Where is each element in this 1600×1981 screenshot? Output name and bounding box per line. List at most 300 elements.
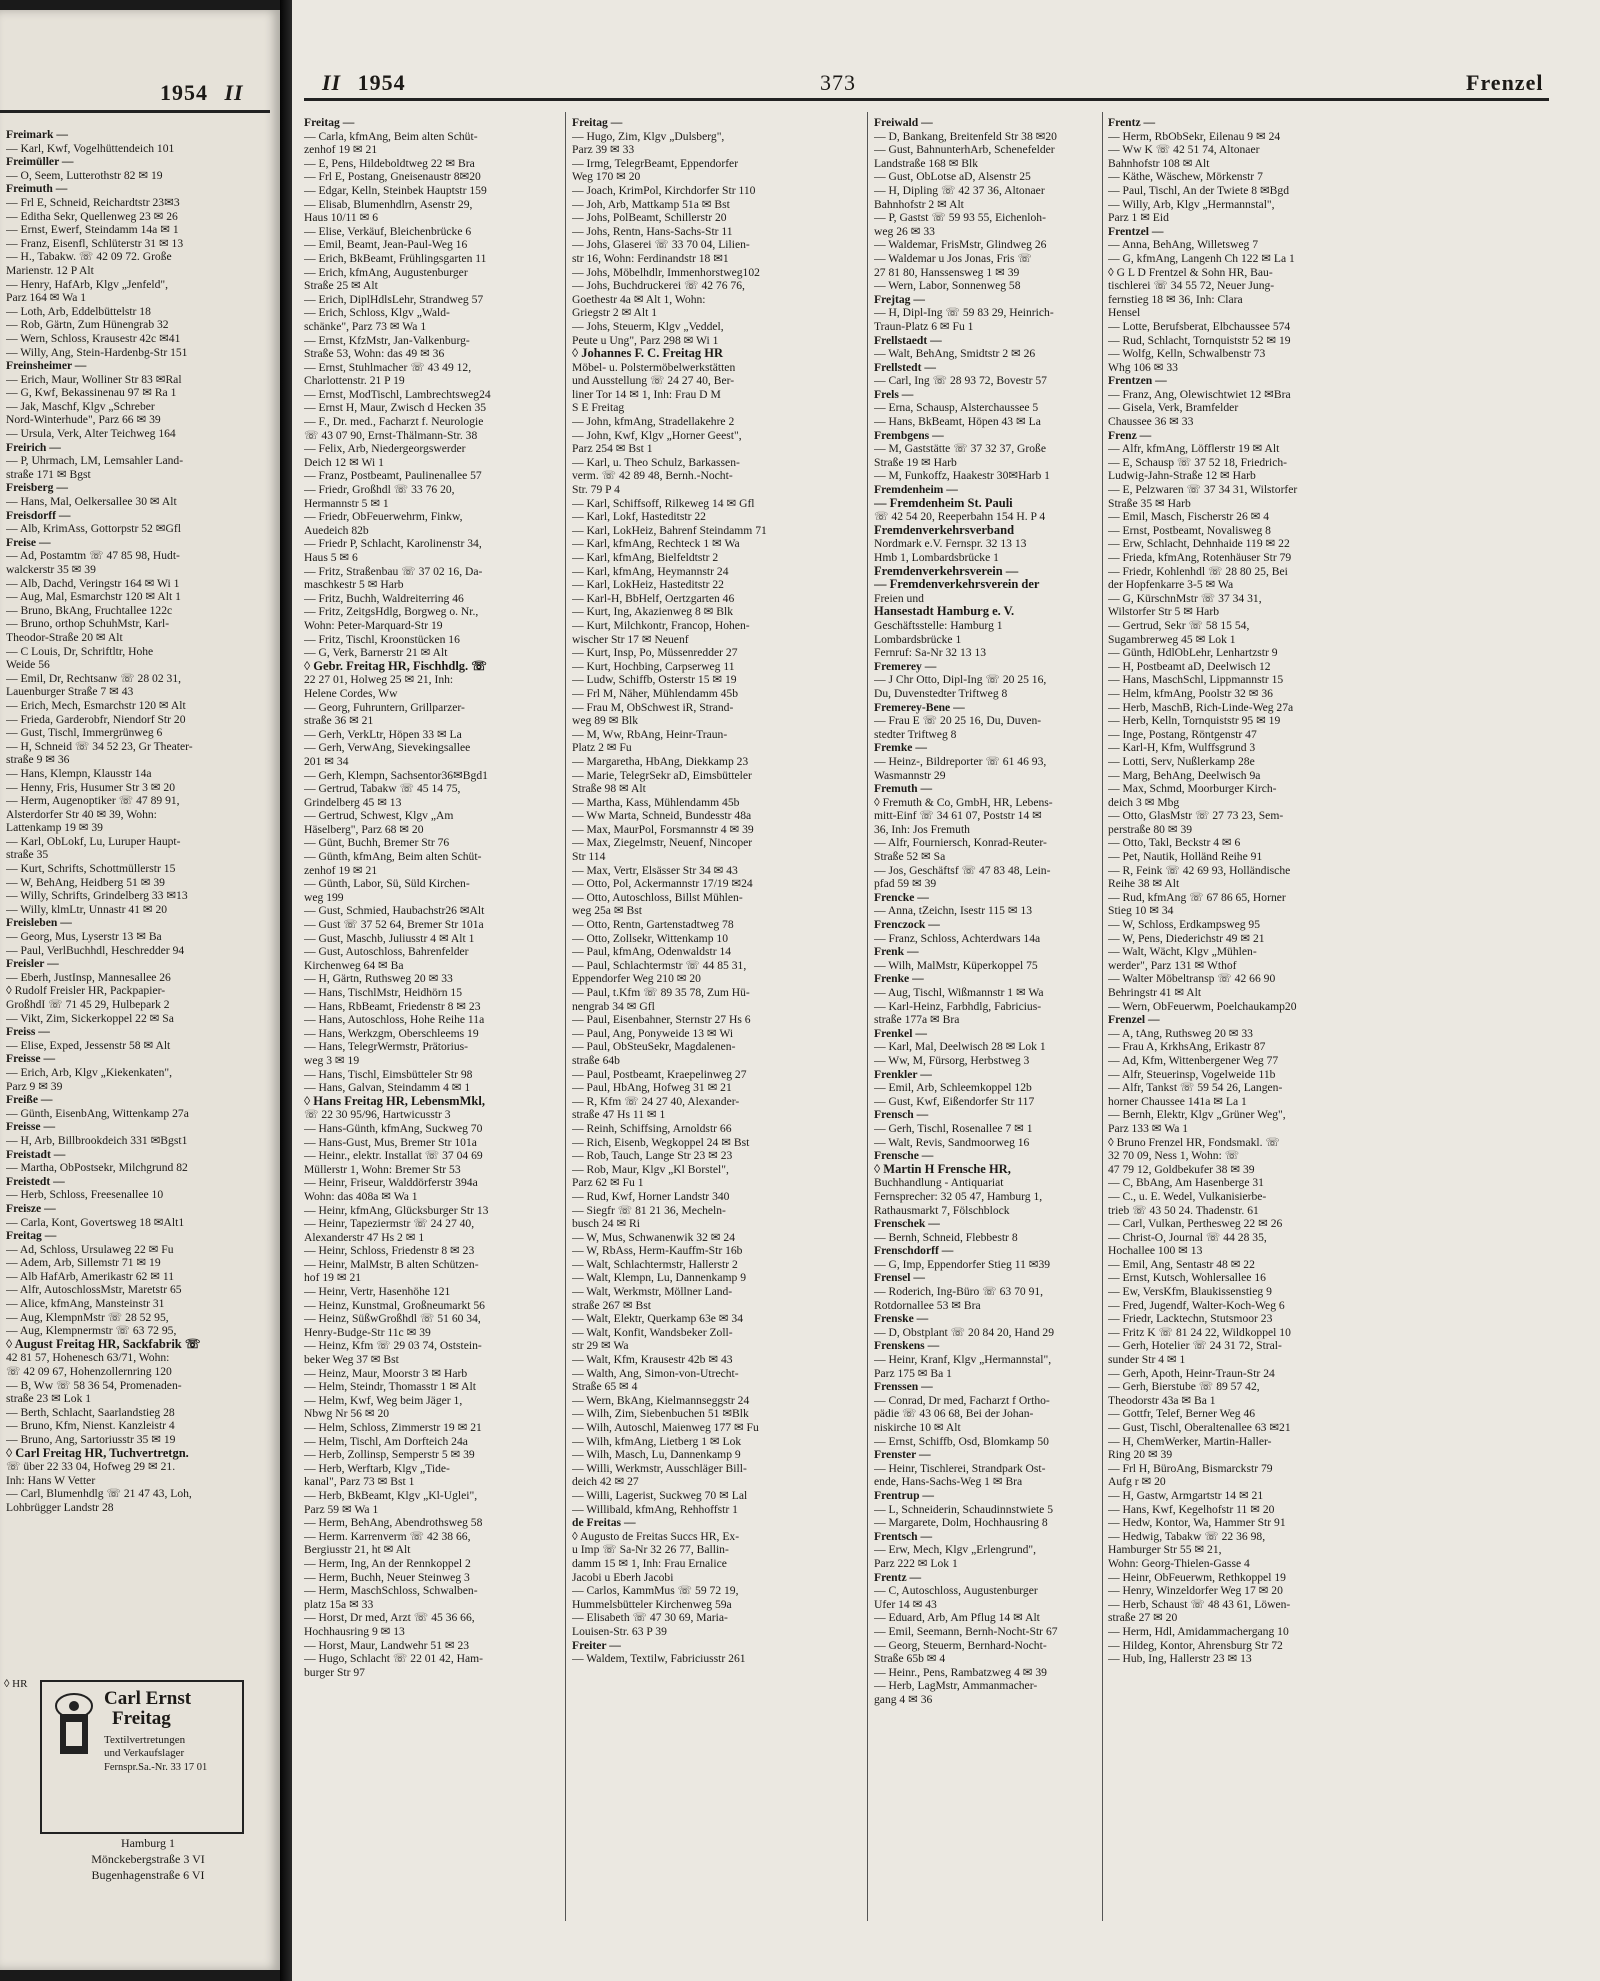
directory-entry: — Hans, Werkzgm, Oberschleems 19: [304, 1026, 479, 1040]
directory-entry: — R, Kfm ☏ 24 27 40, Alexander-: [572, 1094, 740, 1108]
directory-entry: Parz 164 ✉ Wa 1: [6, 291, 87, 305]
directory-entry: — W, Schloss, Erdkampsweg 95: [1108, 918, 1261, 932]
directory-entry: mitt-Einf ☏ 34 61 07, Poststr 14 ✉: [874, 809, 1042, 823]
directory-entry: — Henny, Fris, Husumer Str 3 ✉ 20: [6, 780, 176, 794]
directory-heading: Frentrup —: [874, 1488, 935, 1502]
directory-entry: — Gerh, Bierstube ☏ 89 57 42,: [1108, 1380, 1260, 1394]
directory-entry: — Paul, HbAng, Hofweg 31 ✉ 21: [572, 1081, 732, 1095]
directory-entry: Hmb 1, Lombardsbrücke 1: [874, 551, 999, 564]
directory-entry: — L, Schneiderin, Schaudinnstwiete 5: [874, 1502, 1054, 1516]
directory-heading: Frenssen —: [874, 1380, 933, 1394]
directory-entry: — Erich, DiplHdlsLehr, Strandweg 57: [304, 292, 484, 306]
directory-entry: — Alb, Dachd, Veringstr 164 ✉ Wi 1: [6, 576, 180, 590]
directory-entry: — Waldemar, FrisMstr, Glindweg 26: [874, 238, 1047, 252]
directory-entry: — Willy, Arb, Klgv „Hermannstal",: [1108, 197, 1275, 211]
directory-entry: Str. 79 P 4: [572, 483, 620, 497]
directory-entry: — Fred, Jugendf, Walter-Koch-Weg 6: [1108, 1298, 1285, 1312]
directory-entry: Geschäftsstelle: Hamburg 1: [874, 618, 1003, 632]
directory-entry: — Ww, M, Fürsorg, Herbstweg 3: [874, 1053, 1030, 1067]
directory-entry: — H, Gastw, Armgartstr 14 ✉ 21: [1108, 1488, 1264, 1502]
directory-entry: — Johs, Rentn, Hans-Sachs-Str 11: [572, 224, 733, 238]
directory-entry: — Walt, Werkmstr, Möllner Land-: [572, 1285, 733, 1299]
directory-entry: — Franz, Postbeamt, Paulinenallee 57: [304, 469, 482, 483]
directory-entry: — Kurt, Schrifts, Schottmüllerstr 15: [6, 862, 176, 876]
directory-heading: Frellstaedt —: [874, 333, 942, 347]
directory-entry: Rathausmarkt 7, Fölschblock: [874, 1203, 1010, 1217]
directory-entry: — Gust, Maschb, Juliusstr 4 ✉ Alt 1: [304, 931, 475, 945]
directory-entry: — G, KürschnMstr ☏ 37 34 31,: [1108, 591, 1262, 605]
directory-entry: — Heinr, ObFeuerwm, Rethkoppel 19: [1108, 1570, 1286, 1584]
directory-entry: nengrab 34 ✉ Gfl: [572, 999, 655, 1013]
directory-entry: — Heinr, Vertr, Hasenhöhe 121: [304, 1285, 451, 1299]
directory-entry: — Adem, Arb, Sillemstr 71 ✉ 19: [6, 1256, 161, 1270]
directory-entry: — Gust, Tischl, Immergrünweg 6: [6, 726, 163, 740]
directory-heading: Freirich —: [6, 440, 61, 454]
directory-entry: Theodorstr 43a ✉ Ba 1: [1108, 1393, 1216, 1407]
directory-entry: — Herb, Kelln, Tornquiststr 95 ✉ 19: [1108, 714, 1281, 728]
directory-entry: — Walt, Klempn, Lu, Dannenkamp 9: [572, 1271, 747, 1285]
directory-entry: — Inge, Postang, Röntgenstr 47: [1108, 727, 1257, 741]
directory-heading: Freitag —: [6, 1229, 57, 1243]
directory-entry: niskirche 10 ✉ Alt: [874, 1421, 961, 1434]
directory-entry: ◊ Gebr. Freitag HR, Fischhdlg. ☏: [304, 658, 487, 673]
directory-entry: ☏ 43 07 90, Ernst-Thälmann-Str. 38: [304, 428, 478, 442]
directory-entry: — Felix, Arb, Niedergeorgswerder: [304, 442, 466, 456]
directory-entry: damm 15 ✉ 1, Inh: Frau Ernalice: [572, 1556, 727, 1570]
directory-entry: 27 81 80, Hanssensweg 1 ✉ 39: [874, 265, 1020, 279]
directory-entry: — Gerh, VerwAng, Sievekingsallee: [304, 741, 471, 755]
directory-entry: und Ausstellung ☏ 24 27 40, Ber-: [572, 374, 735, 388]
directory-entry: — Alb HafArb, Amerikastr 62 ✉ 11: [6, 1269, 175, 1283]
directory-entry: — Erich, Mech, Esmarchstr 120 ✉ Alt: [6, 698, 186, 712]
directory-heading: Frenkler —: [874, 1067, 932, 1081]
directory-entry: Parz 222 ✉ Lok 1: [874, 1556, 958, 1570]
directory-entry: Stieg 10 ✉ 34: [1108, 904, 1174, 918]
right-column-4: [1108, 116, 1308, 1666]
directory-entry: — M, Funkoffz, Haakestr 30✉Harb 1: [874, 469, 1050, 483]
directory-entry: — C., u. E. Wedel, Vulkanisierbe-: [1108, 1189, 1267, 1203]
directory-entry: Nord-Winterhude", Parz 66 ✉ 39: [6, 413, 161, 427]
directory-entry: — Karl, Lokf, Hasteditstr 22: [572, 510, 706, 524]
directory-heading: Frembgens —: [874, 428, 944, 442]
directory-entry: — Carl, Blumenhdlg ☏ 21 47 43, Loh,: [6, 1487, 192, 1501]
directory-entry: — Frl E, Schneid, Reichardtstr 23✉3: [6, 195, 180, 209]
directory-entry: — Jos, Geschäftsf ☏ 47 83 48, Lein-: [874, 863, 1051, 877]
directory-entry: — Hugo, Schlacht ☏ 22 01 42, Ham-: [304, 1652, 484, 1666]
directory-heading: Frenkel —: [874, 1026, 927, 1040]
directory-entry: — Ernst, Kutsch, Wohlersallee 16: [1108, 1271, 1266, 1285]
directory-entry: Parz 133 ✉ Wa 1: [1108, 1121, 1189, 1135]
directory-entry: — Karl, LokHeiz, Bahrenf Steindamm 71: [572, 523, 767, 537]
left-header-rule: [0, 110, 270, 113]
directory-entry: — H, Gärtn, Ruthsweg 20 ✉ 33: [304, 972, 453, 986]
directory-entry: — Irmg, TelegrBeamt, Eppendorfer: [572, 156, 739, 170]
directory-entry: Hummelsbütteler Kirchenweg 59a: [572, 1597, 732, 1611]
directory-entry: Aufg r ✉ 20: [1108, 1475, 1166, 1489]
directory-entry: — Walt, Schlachtermstr, Hallerstr 2: [572, 1257, 738, 1271]
directory-entry: — Rob, Maur, Klgv „Kl Borstel",: [572, 1162, 729, 1176]
directory-entry: — Walt, Konfit, Wandsbeker Zoll-: [572, 1325, 733, 1339]
directory-entry: — Rud, kfmAng ☏ 67 86 65, Horner: [1108, 890, 1286, 904]
directory-entry: Behringstr 41 ✉ Alt: [1108, 986, 1202, 999]
directory-entry: — Fritz, Buchh, Waldreiterring 46: [304, 591, 464, 605]
directory-entry: — Herb, Schaust ☏ 48 43 61, Löwen-: [1108, 1597, 1291, 1611]
directory-entry: Weg 170 ✉ 20: [572, 170, 641, 184]
directory-entry: ☏ über 22 33 04, Hofweg 29 ✉ 21.: [6, 1460, 176, 1474]
ad-city: Hamburg 1: [120, 1836, 176, 1850]
directory-entry: — Heinr, Friseur, Walddörferstr 394a: [304, 1176, 478, 1190]
directory-entry: — Heinr, kfmAng, Glücksburger Str 13: [304, 1203, 489, 1217]
column-divider-1: [565, 112, 566, 1921]
directory-entry: Ludwig-Jahn-Straße 12 ✉ Harb: [1108, 469, 1256, 483]
directory-entry: — Vikt, Zim, Sickerkoppel 22 ✉ Sa: [6, 1011, 174, 1025]
directory-entry: trieb ☏ 43 50 24. Thadenstr. 61: [1108, 1203, 1259, 1217]
directory-entry: ◊ Carl Freitag HR, Tuchvertretgn.: [6, 1445, 189, 1460]
directory-entry: — Loth, Arb, Eddelbüttelstr 18: [6, 304, 151, 318]
directory-entry: — Herb, Zollinsp, Semperstr 5 ✉ 39: [304, 1448, 475, 1462]
directory-entry: Haus 5 ✉ 6: [304, 551, 358, 564]
directory-entry: — Paul, Ang, Ponyweide 13 ✉ Wi: [572, 1026, 734, 1040]
directory-heading: Freinsheimer —: [6, 359, 87, 373]
directory-entry: — Paul, VerlBuchhdl, Heschredder 94: [6, 943, 185, 957]
directory-heading: Frentzel —: [1108, 224, 1164, 238]
directory-entry: — Herb, MaschB, Rich-Linde-Weg 27a: [1108, 700, 1294, 714]
directory-entry: — Heinr, Tischlerei, Strandpark Ost-: [874, 1461, 1046, 1475]
directory-entry: — Hedwig, Tabakw ☏ 22 36 98,: [1108, 1529, 1266, 1543]
directory-heading: Frejtag —: [874, 292, 925, 306]
directory-entry: straße 171 ✉ Bgst: [6, 467, 91, 481]
directory-entry: 22 27 01, Holweg 25 ✉ 21, Inh:: [304, 673, 454, 687]
directory-entry: Goethestr 4a ✉ Alt 1, Wohn:: [572, 292, 706, 306]
page-number: 373: [820, 70, 856, 95]
directory-entry: — Paul, Postbeamt, Kraepelinweg 27: [572, 1067, 747, 1081]
directory-entry: Alsterdorfer Str 40 ✉ 39, Wohn:: [6, 807, 157, 821]
directory-entry: ◊ Rudolf Freisler HR, Packpapier-: [6, 984, 166, 998]
directory-entry: — Wilh, Masch, Lu, Dannenkamp 9: [572, 1448, 741, 1462]
directory-entry: — Ww Marta, Schneid, Bundesstr 48a: [572, 809, 752, 823]
directory-entry: Parz 62 ✉ Fu 1: [572, 1176, 644, 1190]
directory-entry: — Willi, Werkmstr, Ausschläger Bill-: [572, 1461, 747, 1475]
directory-heading: Freitag —: [572, 116, 623, 129]
directory-entry: — Erw, Mech, Klgv „Erlengrund",: [874, 1543, 1037, 1557]
directory-entry: — Karl, kfmAng, Heymannstr 24: [572, 564, 729, 578]
directory-entry: — Günt, Buchh, Bremer Str 76: [304, 836, 450, 850]
column-divider-3: [1102, 112, 1103, 1921]
directory-entry: — Friedr P, Schlacht, Karolinenstr 34,: [304, 537, 482, 551]
directory-entry: — H., Tabakw. ☏ 42 09 72. Große: [6, 250, 172, 264]
directory-entry: — Gerh, Apoth, Heinr-Traun-Str 24: [1108, 1366, 1275, 1380]
directory-entry: — Günth, EisenbAng, Wittenkamp 27a: [6, 1106, 189, 1120]
directory-heading: Freisleben —: [6, 916, 72, 930]
directory-heading: Freimark —: [6, 128, 68, 141]
directory-entry: — Frl E, Postang, Gneisenaustr 8✉20: [304, 170, 481, 184]
directory-entry: — Carlos, KammMus ☏ 59 72 19,: [572, 1584, 739, 1598]
directory-entry: Wilstorfer Str 5 ✉ Harb: [1108, 605, 1219, 619]
directory-entry: — Erich, BkBeamt, Frühlingsgarten 11: [304, 251, 487, 265]
directory-entry: — Paul, kfmAng, Odenwaldstr 14: [572, 945, 732, 959]
directory-entry: — Emil, Arb, Schleemkoppel 12b: [874, 1081, 1032, 1095]
directory-entry: — Rich, Eisenb, Wegkoppel 24 ✉ Bst: [572, 1135, 750, 1149]
directory-entry: — G, Verk, Barnerstr 21 ✉ Alt: [304, 646, 448, 660]
directory-entry: Nbwg Nr 56 ✉ 20: [304, 1407, 390, 1421]
directory-entry: ◊ Hans Freitag HR, LebensmMkl,: [304, 1093, 485, 1108]
directory-entry: — Anna, tZeichn, Isestr 115 ✉ 13: [874, 904, 1033, 918]
directory-entry: — E, Pelzwaren ☏ 37 34 31, Wilstorfer: [1108, 483, 1298, 497]
directory-entry: — Hans, TelegrWermstr, Prätorius-: [304, 1040, 469, 1054]
directory-heading: Freistedt —: [6, 1174, 65, 1188]
directory-entry: — Carl, Vulkan, Perthesweg 22 ✉ 26: [1108, 1217, 1283, 1231]
directory-entry: — Aug, Mal, Esmarchstr 120 ✉ Alt 1: [6, 590, 181, 604]
directory-entry: Marienstr. 12 P Alt: [6, 263, 94, 277]
directory-entry: Straße 65b ✉ 4: [874, 1652, 946, 1666]
directory-entry: — Editha Sekr, Quellenweg 23 ✉ 26: [6, 209, 178, 223]
directory-entry: — E, Schausp ☏ 37 52 18, Friedrich-: [1108, 455, 1288, 469]
directory-entry: — Gust, Kwf, Eißendorfer Str 117: [874, 1094, 1035, 1108]
directory-entry: — Lotti, Serv, Nußlerkamp 28e: [1108, 754, 1255, 768]
ad-desc-line1: Textilvertretungen: [104, 1734, 186, 1746]
directory-entry: — Herm, Ing, An der Rennkoppel 2: [304, 1556, 471, 1570]
textile-logo-icon: [50, 1692, 98, 1760]
directory-entry: Griegstr 2 ✉ Alt 1: [572, 306, 658, 320]
directory-entry: — M, Gaststätte ☏ 37 32 37, Große: [874, 442, 1046, 456]
directory-entry: — Hans, Klempn, Klausstr 14a: [6, 766, 152, 780]
directory-heading: Frenk —: [874, 945, 919, 959]
directory-entry: — Gerh, Tischl, Rosenallee 7 ✉ 1: [874, 1121, 1033, 1135]
directory-entry: Ufer 14 ✉ 43: [874, 1597, 937, 1611]
directory-entry: straße 47 Hs 11 ✉ 1: [572, 1108, 666, 1122]
directory-heading: Fremerey-Bene —: [874, 700, 965, 714]
directory-entry: straße 23 ✉ Lok 1: [6, 1392, 92, 1406]
directory-entry: — Aug, KlempnMstr ☏ 28 52 95,: [6, 1310, 169, 1324]
directory-entry: — G, kfmAng, Langenh Ch 122 ✉ La 1: [1108, 251, 1295, 265]
directory-entry: — Walter Möbeltransp ☏ 42 66 90: [1108, 972, 1276, 986]
directory-entry: — Martha, ObPostsekr, Milchgrund 82: [6, 1161, 188, 1175]
directory-entry: 42 81 57, Hohenesch 63/71, Wohn:: [6, 1351, 170, 1365]
directory-entry: — Kurt, Hochbing, Carpserweg 11: [572, 659, 735, 673]
directory-entry: ☏ 22 30 95/96, Hartwicusstr 3: [304, 1108, 451, 1122]
directory-entry: — Henry, HafArb, Klgv „Jenfeld",: [6, 277, 169, 291]
left-header-part: II: [224, 80, 244, 105]
directory-entry: — Alfr, Fourniersch, Konrad-Reuter-: [874, 836, 1047, 850]
directory-entry: Peute u Ung", Parz 298 ✉ Wi 1: [572, 333, 719, 347]
directory-entry: walckerstr 35 ✉ 39: [6, 563, 96, 576]
directory-entry: ◊ Martin H Frensche HR,: [874, 1161, 1011, 1176]
directory-entry: Fremdenverkehrsverband: [874, 522, 1015, 537]
directory-entry: — Ww K ☏ 42 51 74, Altonaer: [1108, 143, 1260, 157]
directory-entry: — Ad, Schloss, Ursulaweg 22 ✉ Fu: [6, 1242, 174, 1256]
directory-entry: Jacobi u Eberh Jacobi: [572, 1570, 674, 1584]
directory-entry: — Herb, Schloss, Freesenallee 10: [6, 1188, 164, 1202]
directory-entry: zenhof 19 ✉ 21: [304, 863, 378, 877]
directory-entry: straße 27 ✉ 20: [1108, 1611, 1178, 1625]
directory-entry: — Friedr, Großhdl ☏ 33 76 20,: [304, 483, 455, 497]
directory-entry: — Georg, Steuerm, Bernhard-Nocht-: [874, 1638, 1047, 1652]
directory-entry: gang 4 ✉ 36: [874, 1692, 933, 1706]
directory-entry: Parz 59 ✉ Wa 1: [304, 1502, 379, 1516]
directory-entry: Nordmark e.V. Fernspr. 32 13 13: [874, 537, 1027, 551]
directory-heading: Freisler —: [6, 957, 59, 971]
directory-entry: — Emil, Seemann, Bernh-Nocht-Str 67: [874, 1624, 1058, 1638]
directory-entry: — Elisabeth ☏ 47 30 69, Maria-: [572, 1611, 728, 1625]
directory-entry: — Gertrud, Schwest, Klgv „Am: [304, 809, 454, 823]
directory-entry: Lattenkamp 19 ✉ 39: [6, 821, 103, 835]
directory-entry: — Alfr, kfmAng, Löfflerstr 19 ✉ Alt: [1108, 442, 1280, 456]
directory-entry: — Bruno, Ang, Sartoriusstr 35 ✉ 19: [6, 1433, 176, 1446]
carl-ernst-freitag-advertisement: [40, 1680, 244, 1834]
directory-entry: S E Freitag: [572, 401, 625, 415]
directory-entry: — Margarete, Dolm, Hochhausring 8: [874, 1516, 1048, 1530]
directory-entry: Bergiusstr 21, ht ✉ Alt: [304, 1543, 411, 1557]
directory-entry: — Frl M, Näher, Mühlendamm 45b: [572, 686, 739, 700]
directory-entry: — R, Feink ☏ 42 69 93, Holländische: [1108, 863, 1291, 877]
directory-entry: — Georg, Fuhruntern, Grillparzer-: [304, 700, 465, 714]
directory-entry: — Frau A, KrkhsAng, Erikastr 87: [1108, 1040, 1266, 1054]
directory-entry: ende, Hans-Sachs-Weg 1 ✉ Bra: [874, 1475, 1023, 1489]
ad-name-line1: Carl Ernst: [104, 1688, 192, 1709]
directory-heading: Frensel —: [874, 1271, 925, 1285]
directory-entry: — Helm, Tischl, Am Dorfteich 24a: [304, 1434, 468, 1448]
directory-entry: — Günth, Labor, Sü, Süld Kirchen-: [304, 877, 470, 891]
directory-entry: — Karl, LokHeiz, Hasteditstr 22: [572, 578, 724, 592]
directory-entry: — Christ-O, Journal ☏ 44 28 35,: [1108, 1230, 1267, 1244]
directory-entry: — Carla, Kont, Govertsweg 18 ✉Alt1: [6, 1215, 185, 1229]
directory-entry: — Heinz-, Bildreporter ☏ 61 46 93,: [874, 754, 1047, 768]
directory-entry: — Helm, Steindr, Thomasstr 1 ✉ Alt: [304, 1380, 476, 1394]
directory-entry: — Wern, Labor, Sonnenweg 58: [874, 279, 1021, 293]
directory-entry: ◊ Johannes F. C. Freitag HR: [572, 346, 723, 361]
ad-name-line2: Freitag: [112, 1708, 171, 1729]
directory-entry: Du, Duvenstedter Triftweg 8: [874, 686, 1008, 700]
directory-entry: busch 24 ✉ Ri: [572, 1217, 641, 1231]
directory-entry: Haus 10/11 ✉ 6: [304, 211, 379, 225]
running-head: Frenzel: [1466, 70, 1544, 95]
directory-entry: Wohn: Georg-Thielen-Gasse 4: [1108, 1556, 1250, 1570]
directory-entry: — P, Gastst ☏ 59 93 55, Eichenloh-: [874, 211, 1046, 225]
directory-entry: Wohn: das 408a ✉ Wa 1: [304, 1189, 418, 1203]
directory-entry: — Karl, Schiffsoff, Rilkeweg 14 ✉ Gfl: [572, 496, 755, 510]
directory-entry: — Heinr., elektr. Installat ☏ 37 04 69: [304, 1149, 483, 1163]
directory-entry: — Friedr, ObFeuerwehrm, Finkw,: [304, 510, 463, 524]
directory-entry: — Fritz K ☏ 81 24 22, Wildkoppel 10: [1108, 1325, 1291, 1339]
directory-entry: — Otto, GlasMstr ☏ 27 73 23, Sem-: [1108, 809, 1284, 823]
directory-heading: Frentzen —: [1108, 374, 1167, 388]
directory-entry: — Ad, Postamtm ☏ 47 85 98, Hudt-: [6, 549, 180, 563]
directory-entry: burger Str 97: [304, 1665, 365, 1679]
directory-heading: Frenke —: [874, 972, 924, 986]
directory-entry: Whg 106 ✉ 33: [1108, 360, 1178, 374]
directory-entry: — Max, MaurPol, Forsmannstr 4 ✉ 39: [572, 822, 754, 836]
directory-entry: — Ernst, Postbeamt, Novalisweg 8: [1108, 523, 1271, 537]
directory-heading: de Freitas —: [572, 1516, 636, 1530]
directory-heading: Freiter —: [572, 1638, 621, 1652]
directory-entry: ◊ Augusto de Freitas Succs HR, Ex-: [572, 1529, 740, 1543]
directory-entry: — Rob, Gärtn, Zum Hünengrab 32: [6, 318, 169, 332]
directory-entry: Platz 2 ✉ Fu: [572, 741, 632, 755]
directory-entry: — Heinz, SüßwGroßhdl ☏ 51 60 34,: [304, 1312, 481, 1326]
directory-entry: — Marie, TelegrSekr aD, Eimsbütteler: [572, 768, 752, 782]
directory-entry: Parz 39 ✉ 33: [572, 143, 635, 157]
directory-entry: — Gust, Tischl, Oberaltenallee 63 ✉21: [1108, 1421, 1291, 1434]
directory-entry: — Gust, Schmied, Haubachstr26 ✉Alt: [304, 904, 485, 918]
directory-entry: — Alfr, Tankst ☏ 59 54 26, Langen-: [1108, 1081, 1283, 1095]
right-header-year: 1954: [357, 70, 406, 95]
directory-entry: — Willy, Ang, Stein-Hardenbg-Str 151: [6, 345, 188, 359]
ad-phone: Fernspr.Sa.-Nr. 33 17 01: [104, 1762, 208, 1773]
directory-entry: — Gust, BahnunterhArb, Schenefelder: [874, 143, 1055, 157]
directory-entry: — Walth, Ang, Simon-von-Utrecht-: [572, 1366, 739, 1380]
directory-entry: Sugambrerweg 45 ✉ Lok 1: [1108, 632, 1236, 646]
directory-entry: — Hildeg, Kontor, Ahrensburg Str 72: [1108, 1638, 1283, 1652]
directory-entry: — Ad, Kfm, Wittenbergener Weg 77: [1108, 1053, 1279, 1067]
directory-entry: — Wern, Schloss, Krausestr 42c ✉41: [6, 331, 181, 345]
directory-entry: — Max, Vertr, Elsässer Str 34 ✉ 43: [572, 863, 738, 877]
directory-entry: verm. ☏ 42 89 48, Bernh.-Nocht-: [572, 469, 733, 483]
directory-entry: Chaussee 36 ✉ 33: [1108, 415, 1194, 429]
directory-heading: Freimuth —: [6, 182, 68, 196]
directory-entry: Parz 254 ✉ Bst 1: [572, 442, 653, 456]
directory-entry: — Emil, Masch, Fischerstr 26 ✉ 4: [1108, 510, 1270, 524]
directory-heading: Freisdorff —: [6, 508, 71, 522]
directory-entry: 32 70 09, Ness 1, Wohn: ☏: [1108, 1149, 1240, 1163]
directory-heading: Freiße —: [6, 1093, 53, 1107]
directory-entry: — Carl, Ing ☏ 28 93 72, Bovestr 57: [874, 374, 1047, 388]
directory-entry: — Waldemar u Jos Jonas, Fris ☏: [874, 251, 1032, 265]
directory-entry: — Karl, u. Theo Schulz, Barkassen-: [572, 455, 740, 469]
directory-heading: Fremerey —: [874, 659, 937, 673]
directory-entry: — Erna, Schausp, Alsterchaussee 5: [874, 401, 1039, 415]
directory-entry: — Otto, Autoschloss, Billst Mühlen-: [572, 890, 743, 904]
directory-entry: — Roderich, Ing-Büro ☏ 63 70 91,: [874, 1285, 1044, 1299]
directory-entry: — Karl-H, BbHelf, Oertzgarten 46: [572, 591, 735, 605]
directory-entry: — C, Autoschloss, Augustenburger: [874, 1584, 1038, 1598]
directory-entry: — Bernh, Schneid, Flebbestr 8: [874, 1230, 1018, 1244]
directory-entry: — Rud, Schlacht, Tornquiststr 52 ✉ 19: [1108, 333, 1291, 347]
directory-entry: — Karl, kfmAng, Bielfeldtstr 2: [572, 551, 719, 564]
directory-entry: — Siegfr ☏ 81 21 36, Mecheln-: [572, 1203, 726, 1217]
directory-entry: — O, Seem, Lutterothstr 82 ✉ 19: [6, 168, 163, 182]
directory-entry: — Horst, Dr med, Arzt ☏ 45 36 66,: [304, 1611, 475, 1625]
directory-heading: Freistadt —: [6, 1147, 66, 1161]
directory-entry: — Georg, Mus, Lyserstr 13 ✉ Ba: [6, 930, 162, 944]
directory-entry: — E, Pens, Hildeboldtweg 22 ✉ Bra: [304, 156, 475, 170]
directory-entry: Louisen-Str. 63 P 39: [572, 1624, 667, 1638]
directory-entry: — P, Uhrmach, LM, Lemsahler Land-: [6, 454, 184, 468]
directory-entry: der Hopfenkarre 3-5 ✉ Wa: [1108, 578, 1234, 592]
left-header: [160, 80, 244, 106]
directory-entry: ☏ 42 54 20, Reeperbahn 154 H. P 4: [874, 510, 1046, 524]
directory-entry: — Ernst, KfzMstr, Jan-Valkenburg-: [304, 333, 470, 347]
directory-heading: Freise —: [6, 535, 51, 549]
directory-entry: — Margaretha, HbAng, Diekkamp 23: [572, 754, 749, 768]
directory-entry: — H, Dipl-Ing ☏ 59 83 29, Heinrich-: [874, 306, 1054, 320]
directory-entry: — A, tAng, Ruthsweg 20 ✉ 33: [1108, 1026, 1253, 1040]
directory-entry: — H, Dipling ☏ 42 37 36, Altonaer: [874, 183, 1045, 197]
directory-entry: — Gertrud, Tabakw ☏ 45 14 75,: [304, 782, 461, 796]
directory-entry: — Ernst, Ewerf, Steindamm 14a ✉ 1: [6, 223, 179, 237]
directory-entry: — Kurt, Milchkontr, Francop, Hohen-: [572, 618, 750, 632]
directory-heading: Frenske —: [874, 1312, 929, 1326]
directory-entry: — Emil, Beamt, Jean-Paul-Weg 16: [304, 238, 468, 252]
directory-entry: Straße 35 ✉ Harb: [1108, 496, 1191, 510]
directory-entry: u Imp ☏ Sa-Nr 32 26 77, Ballin-: [572, 1543, 729, 1557]
directory-entry: — Fritz, Tischl, Kroonstücken 16: [304, 632, 460, 646]
directory-entry: — Otto, Pol, Ackermannstr 17/19 ✉24: [572, 877, 753, 891]
directory-entry: — Edgar, Kelln, Steinbek Hauptstr 159: [304, 183, 487, 197]
directory-heading: Frenschek —: [874, 1217, 940, 1231]
directory-entry: Helene Cordes, Ww: [304, 686, 398, 700]
directory-entry: — Joh, Arb, Mattkamp 51a ✉ Bst: [572, 197, 730, 211]
directory-heading: Frenzel —: [1108, 1013, 1160, 1027]
